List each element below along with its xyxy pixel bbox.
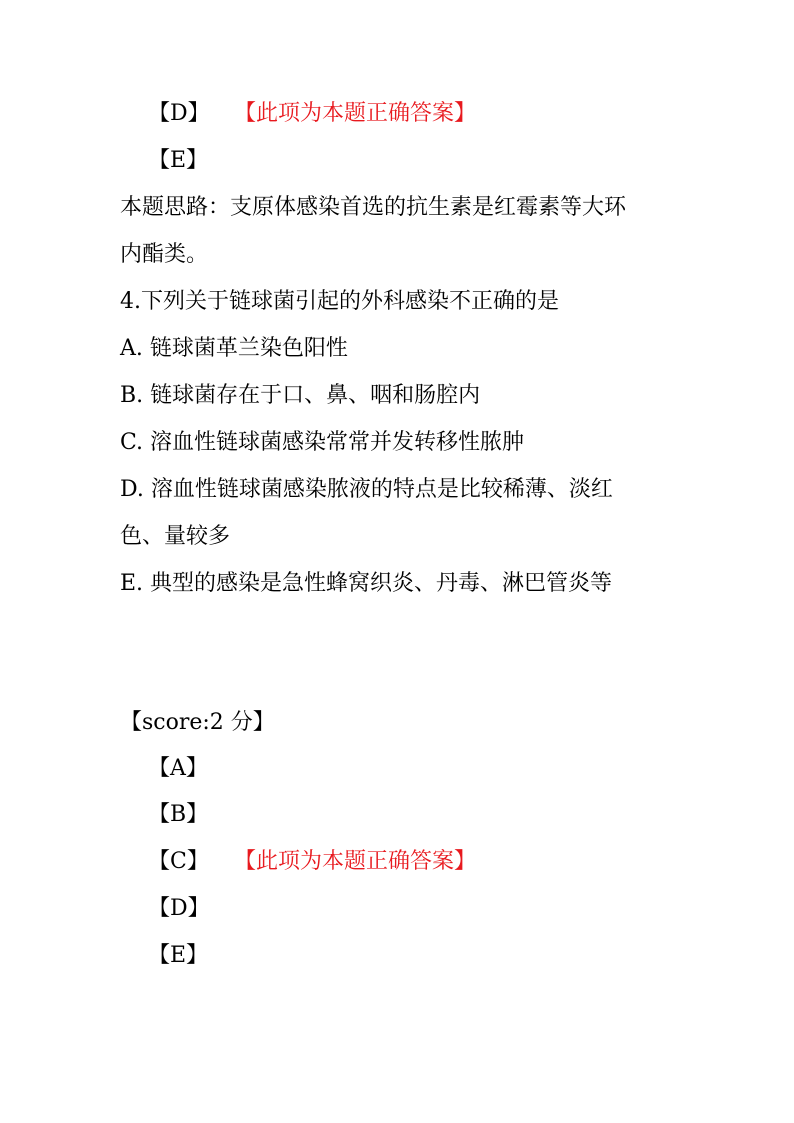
prev-correct-answer-mark: 【此项为本题正确答案】 xyxy=(234,101,477,126)
prev-option-e: 【E】 xyxy=(148,148,209,173)
explanation-line-1: 本题思路：支原体感染首选的抗生素是红霉素等大环 xyxy=(120,195,627,220)
choice-d-continued: 色、量较多 xyxy=(120,524,231,549)
score-label: 【score:2 分】 xyxy=(120,710,275,735)
prev-option-d: 【D】 xyxy=(148,101,210,126)
correct-answer-mark: 【此项为本题正确答案】 xyxy=(234,849,477,874)
choice-d: D. 溶血性链球菌感染脓液的特点是比较稀薄、淡红 xyxy=(120,477,613,502)
question-stem: 4.下列关于链球菌引起的外科感染不正确的是 xyxy=(120,289,559,314)
option-c: 【C】 xyxy=(148,849,209,874)
choice-a: A. 链球菌革兰染色阳性 xyxy=(120,336,348,361)
option-b: 【B】 xyxy=(148,802,209,827)
option-a: 【A】 xyxy=(148,756,208,781)
option-d: 【D】 xyxy=(148,896,210,921)
choice-e: E. 典型的感染是急性蜂窝织炎、丹毒、淋巴管炎等 xyxy=(120,571,613,596)
choice-b: B. 链球菌存在于口、鼻、咽和肠腔内 xyxy=(120,383,481,408)
choice-c: C. 溶血性链球菌感染常常并发转移性脓肿 xyxy=(120,430,525,455)
explanation-line-2: 内酯类。 xyxy=(120,242,209,267)
option-e: 【E】 xyxy=(148,943,209,968)
